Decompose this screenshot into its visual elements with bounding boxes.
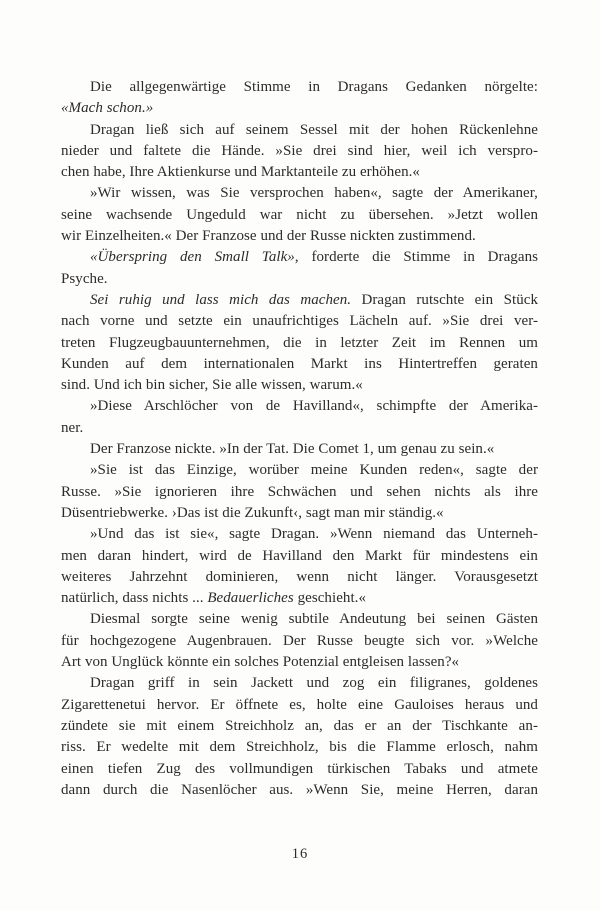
text-line [61,162,538,183]
text-line [61,183,538,204]
text-segment: dann durch die Nasenlöcher aus. »Wenn Sie, meine Herren, daran [61,781,538,798]
text-segment: Art von Unglück könnte ein solches Potenzial entgleisen lassen?« [61,654,460,671]
text-segment: zündete sie mit einem Streichholz an, das er an der Tischkante an- [61,717,538,734]
text-segment: einen tiefen Zug des vollmundigen türkischen Tabaks und atmete [61,760,538,777]
text-segment: natürlich, dass nichts ... [61,590,208,607]
text-line [61,588,538,609]
text-line [61,418,538,439]
text-segment: nach vorne und setzte ein unaufrichtiges Lächeln auf. »Sie drei ver- [61,313,538,330]
text-line [61,396,538,417]
text-line [61,609,538,630]
text-line [61,482,538,503]
text-segment: weiteres Jahrzehnt dominieren, wenn nicht länger. Vorausgesetzt [61,568,538,585]
text-line [61,652,538,673]
text-line [61,290,538,311]
text-segment: »Und das ist sie«, sagte Dragan. »Wenn niemand das Unterneh- [90,526,538,543]
text-segment: seine wachsende Ungeduld war nicht zu übersehen. »Jetzt wollen [61,206,538,223]
text-line [61,205,538,226]
text-line [61,460,538,481]
text-segment: geschieht.« [293,590,367,607]
text-segment: riss. Er wedelte mit dem Streichholz, bis die Flamme erlosch, nahm [61,739,538,756]
text-line [61,269,538,290]
text-segment: treten Flugzeugbauunternehmen, die in letzter Zeit im Rennen um [61,334,538,351]
text-line [61,98,538,119]
text-line [61,695,538,716]
text-line [61,77,538,98]
text-line [61,631,538,652]
italic-text-segment: Bedauerliches [207,590,294,607]
text-line [61,716,538,737]
text-segment: »Sie ist das Einzige, worüber meine Kunden reden«, sagte der [90,462,538,479]
text-segment: »Wir wissen, was Sie versprochen haben«, sagte der Amerikaner, [90,185,538,202]
text-segment: Düsentriebwerke. ›Das ist die Zukunft‹, sagt man mir ständig.« [61,504,444,521]
text-line [61,333,538,354]
text-segment: Kunden auf dem internationalen Markt ins Hintertreffen geraten [61,355,538,372]
italic-text-segment: «Überspring den Small Talk» [90,249,295,266]
body-text [61,77,538,801]
text-line [61,567,538,588]
text-line [61,503,538,524]
text-segment: nieder und faltete die Hände. »Sie drei sind hier, weil ich verspro- [61,142,538,159]
italic-text-segment: Sei ruhig und lass mich das machen. [90,291,352,308]
text-segment: Zigarettenetui hervor. Er öffnete es, holte eine Gauloises heraus und [61,696,538,713]
text-segment: Diesmal sorgte seine wenig subtile Andeutung bei seinen Gästen [90,611,538,628]
text-line [61,247,538,268]
text-segment: ner. [61,419,84,436]
text-segment: Russe. »Sie ignorieren ihre Schwächen und sehen nichts als ihre [61,483,538,500]
text-segment: Die allgegenwärtige Stimme in Dragans Gedanken nörgelte: [90,79,538,95]
text-line [61,120,538,141]
text-segment: Dragan griff in sein Jackett und zog ein filigranes, goldenes [90,675,538,692]
text-segment: »Diese Arschlöcher von de Havilland«, schimpfte der Amerika- [90,398,538,415]
text-segment: für hochgezogene Augenbrauen. Der Russe beugte sich vor. »Welche [61,632,538,649]
text-segment: Psyche. [61,270,108,287]
text-segment: wir Einzelheiten.« Der Franzose und der Russe nickten zustimmend. [61,228,476,245]
page-number: 16 [291,846,309,862]
text-segment: , forderte die Stimme in Dragans [294,249,538,266]
text-segment: Der Franzose nickte. »In der Tat. Die Comet 1, um genau zu sein.« [90,441,495,458]
text-line [61,759,538,780]
text-line [61,311,538,332]
text-segment: chen habe, Ihre Aktienkurse und Marktanteile zu erhöhen.« [61,164,420,181]
text-line [61,354,538,375]
text-line [61,375,538,396]
text-line [61,226,538,247]
text-segment: Dragan rutschte ein Stück [351,291,538,308]
text-line [61,439,538,460]
text-line [61,780,538,801]
text-line [61,546,538,567]
text-segment: men daran hindert, wird de Havilland den Markt für mindestens ein [61,547,538,564]
text-line [61,141,538,162]
italic-text-segment: «Mach schon.» [61,100,154,117]
text-line [61,673,538,694]
text-line [61,737,538,758]
text-segment: Dragan ließ sich auf seinem Sessel mit der hohen Rückenlehne [90,121,538,138]
text-segment: sind. Und ich bin sicher, Sie alle wissen, warum.« [61,377,363,394]
text-line [61,524,538,545]
